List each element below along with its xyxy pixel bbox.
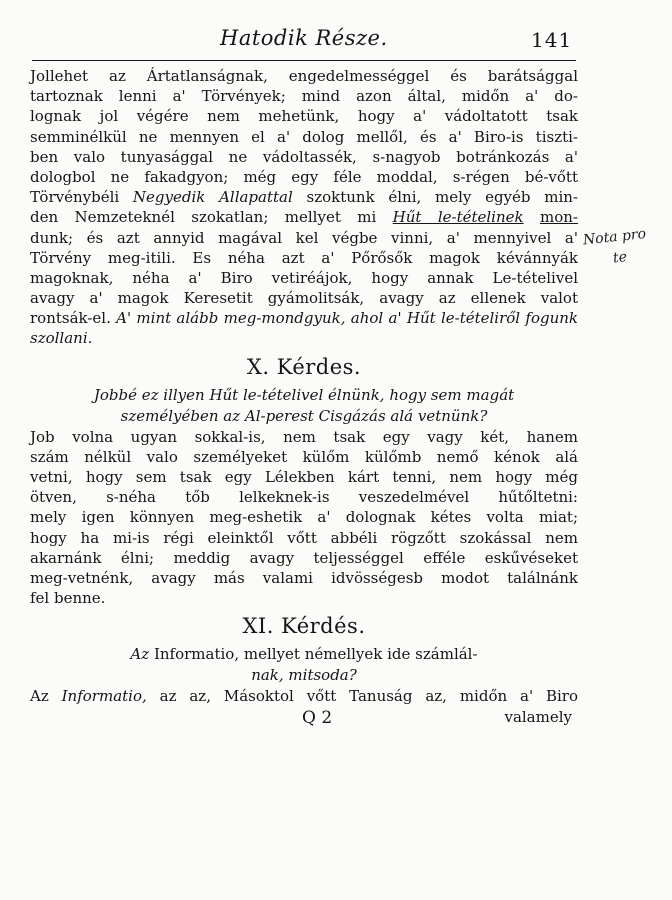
question-line: Az Informatio, mellyet némellyek ide számlál- — [130, 645, 478, 664]
paragraph-1 — [30, 66, 578, 349]
text-line: Az Informatio, az az, Másoktol vőtt Tanuság az, midőn a' Biro — [30, 687, 578, 706]
text-line: magoknak, néha a' Biro vetiréájok, hogy annak Le-tételivel — [30, 268, 578, 287]
text-line: semminélkül ne mennyen el a' dolog mellől, és a' Biro-is tiszti- — [30, 127, 578, 146]
text-line: rontsák-el. A' mint alább meg-mondgyuk, ahol a' Hűt le-tételiről fogunk — [30, 309, 578, 328]
text-line: lognak jol végére nem mehetünk, hogy a' vádoltatott tsak — [30, 107, 578, 126]
text-line: avagy a' magok Keresetit gyámolitsák, avagy az ellenek valot — [30, 289, 578, 308]
text-line: Jollehet az Ártatlanságnak, engedelmességgel és barátsággal — [30, 67, 578, 85]
text-line: Törvénybéli Negyedik Allapattal szoktunk élni, mely egyéb min- — [30, 188, 578, 207]
paragraph-2 — [30, 427, 578, 609]
page-number: 141 — [531, 28, 573, 52]
italic-term: Negyedik Allapattal — [132, 188, 293, 207]
text-line: mely igen könnyen meg-eshetik a' dolognak kétes volta miat; — [30, 508, 578, 527]
text-line: dunk; és azt annyid magával kel végbe vinni, a' mennyivel a' — [30, 228, 578, 247]
question-line: személyében az Al-perest Cisgázás alá vetnünk? — [120, 406, 488, 425]
italic-term: Hűt le-tételinek — [392, 208, 524, 227]
page-footer — [30, 707, 578, 729]
text-line: den Nemzeteknél szokatlan; mellyet mi Hűt le-tételinek mon- — [30, 208, 578, 227]
text-line: Törvény meg-itili. Es néha azt a' Pőrősők magok kévánnyák — [30, 248, 578, 267]
text-line: szám nélkül valo személyeket külőm külőmb nemő kénok alá — [30, 447, 578, 466]
signature-mark: Q 2 — [302, 707, 333, 728]
text-line: vetni, hogy sem tsak egy Lélekben kárt tenni, nem hogy még — [30, 468, 578, 486]
handwritten-margin-note: Nota pro te — [582, 225, 647, 267]
text-line: meg-vetnénk, avagy más valami idvösségesb modot találnánk — [30, 568, 578, 587]
italic-sentence: A' mint alább meg-mondgyuk, ahol a' Hűt le-tételiről fogunk — [116, 309, 578, 328]
running-head — [0, 22, 672, 52]
text-line: dologbol ne fakadgyon; még egy féle moddal, s-régen bé-vőtt — [30, 167, 578, 186]
header-rule — [32, 60, 576, 61]
body-text — [30, 66, 578, 729]
italic-term: Informatio, — [61, 687, 147, 706]
text-line: tartoznak lenni a' Törvények; mind azon által, midőn a' do- — [30, 87, 578, 106]
text-line: Job volna ugyan sokkal-is, nem tsak egy vagy két, hanem — [30, 427, 578, 446]
text-line: szollani. — [30, 329, 93, 348]
question-line: nak, mitsoda? — [251, 666, 357, 685]
text-line: fel benne. — [30, 589, 106, 608]
running-head-title: Hatodik Része. — [220, 26, 388, 50]
text-line: ben valo tunyasággal ne vádoltassék, s-nagyob botránkozás a' — [30, 147, 578, 166]
question-line: Jobbé ez illyen Hűt le-tételivel élnünk, hogy sem magát — [93, 385, 515, 404]
text-line: akarnánk élni; meddig avagy teljességgel efféle eskűvéseket — [30, 548, 578, 567]
catchword: valamely — [504, 707, 572, 726]
section-heading-x: X. Kérdes. — [246, 354, 362, 379]
section-heading-xi: XI. Kérdés. — [242, 614, 366, 639]
text-line: hogy ha mi-is régi eleinktől vőtt abbéli rögzőtt szokással nem — [30, 528, 578, 547]
text-line: ötven, s-néha tőb lelkeknek-is veszedelmével hűtőltetni: — [30, 488, 578, 507]
